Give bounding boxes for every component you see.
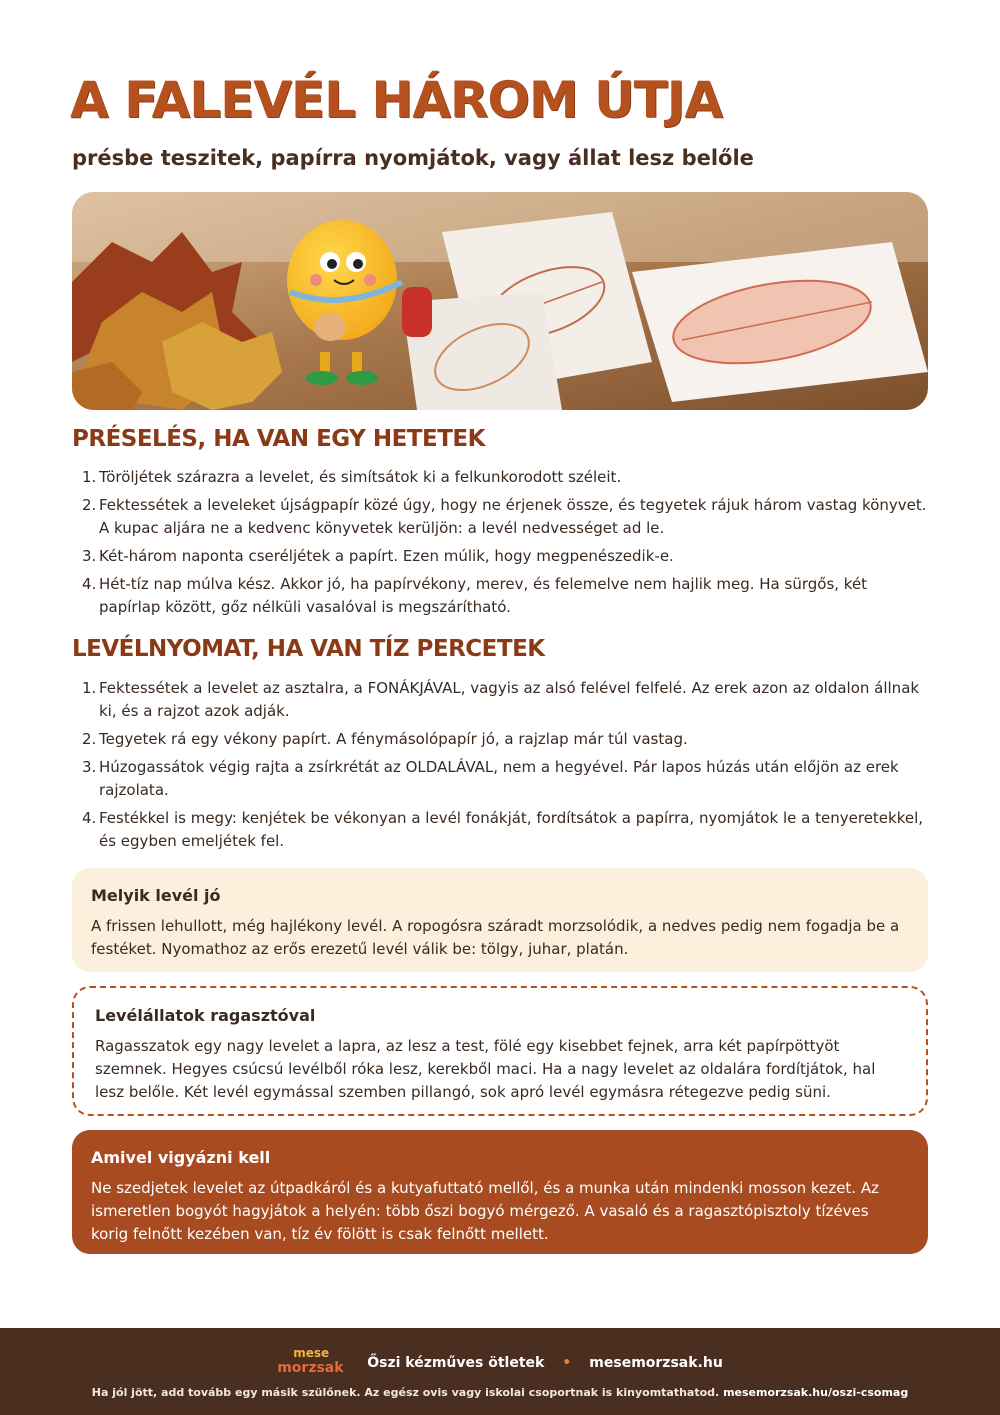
tip-box-text: Ragasszatok egy nagy levelet a lapra, az lesz a test, fölé egy kisebbet fejnek, arra két papírpöttyöt szemnek. Hegyes csúcsú levélből róka lesz, kerekből maci. Ha a nagy levelet az oldalára fordítjátok, hal lesz belőle. Két levél egymással szemben pillangó, sok apró levél egymásra rétegezve pedig süni. — [95, 1037, 876, 1101]
tip-box-title: Levélállatok ragasztóval — [95, 1006, 316, 1025]
footer-note: Ha jól jött, add tovább egy másik szülőnek. Az egész ovis vagy iskolai csoportnak is kinyomtathatod. — [91, 1386, 720, 1399]
tip-box-leaf-animals — [72, 986, 928, 1116]
list-item: 4. Festékkel is megy: kenjétek be vékonyan a levél fonákját, fordítsátok a papírra, nyomjátok le a tenyeretekkel, és egyben emeljétek fel. — [82, 809, 924, 850]
tip-box-text: A frissen lehullott, még hajlékony levél. A ropogósra száradt morzsolódik, a nedves pedig nem fogadja be a festéket. Nyomathoz az erős erezetű levél válik be: tölgy, juhar, platán. — [91, 917, 900, 958]
list-item: 2. Fektessétek a leveleket újságpapír közé úgy, hogy ne érjenek össze, és tegyetek rájuk három vastag könyvet. A kupac aljára ne a kedvenc könyvetek kerüljön: a levél nedvességet ad le. — [82, 496, 927, 537]
footer — [0, 1328, 1000, 1415]
leafprint-steps — [72, 677, 928, 858]
footer-note-link[interactable]: mesemorzsak.hu/oszi-csomag — [723, 1386, 909, 1399]
page-title: A FALEVÉL HÁROM ÚTJA — [70, 71, 723, 129]
list-item: 1. Fektessétek a levelet az asztalra, a FONÁKJÁVAL, vagyis az alsó felével felfelé. Az erek azon az oldalon állnak ki, és a rajzot azok adják. — [82, 679, 920, 720]
section-title-leafprint: LEVÉLNYOMAT, HA VAN TÍZ PERCETEK — [72, 636, 545, 662]
warning-box-title: Amivel vigyázni kell — [91, 1148, 271, 1167]
hero-image — [72, 192, 928, 410]
brand-logo: mese morzsak — [277, 1346, 344, 1376]
footer-site-link[interactable]: mesemorzsak.hu — [589, 1355, 723, 1371]
footer-separator: • — [562, 1355, 572, 1371]
list-item: 3. Két-három naponta cseréljétek a papírt. Ezen múlik, hogy megpenészedik-e. — [82, 547, 674, 565]
list-item: 4. Hét-tíz nap múlva kész. Akkor jó, ha papírvékony, merev, és felemelve nem hajlik meg. Ha sürgős, két papírlap között, gőz nélküli vasalóval is megszárítható. — [82, 575, 868, 616]
warning-box — [72, 1130, 928, 1254]
footer-series: Őszi kézműves ötletek — [367, 1355, 545, 1371]
tip-box-title: Melyik levél jó — [91, 886, 221, 905]
page-subtitle: présbe teszitek, papírra nyomjátok, vagy állat lesz belőle — [72, 146, 754, 170]
section-title-pressing: PRÉSELÉS, HA VAN EGY HETETEK — [72, 426, 485, 452]
tip-box-which-leaf — [72, 868, 928, 972]
list-item: 3. Húzogassátok végig rajta a zsírkrétát az OLDALÁVAL, nem a hegyével. Pár lapos húzás után előjön az erek rajzolata. — [82, 758, 899, 799]
list-item: 2. Tegyetek rá egy vékony papírt. A fénymásolópapír jó, a rajzlap már túl vastag. — [82, 730, 688, 748]
warning-box-text: Ne szedjetek levelet az útpadkáról és a kutyafuttató mellől, és a munka után mindenki mosson kezet. Az ismeretlen bogyót hagyjátok a helyén: több őszi bogyó mérgező. A vasaló és a ragasztópisztoly tízéves korig felnőtt kezében van, tíz év fölött is csak felnőtt mellett. — [91, 1179, 879, 1243]
pressing-steps — [72, 466, 928, 624]
list-item: 1. Töröljétek szárazra a levelet, és simítsátok ki a felkunkorodott széleit. — [82, 468, 622, 486]
